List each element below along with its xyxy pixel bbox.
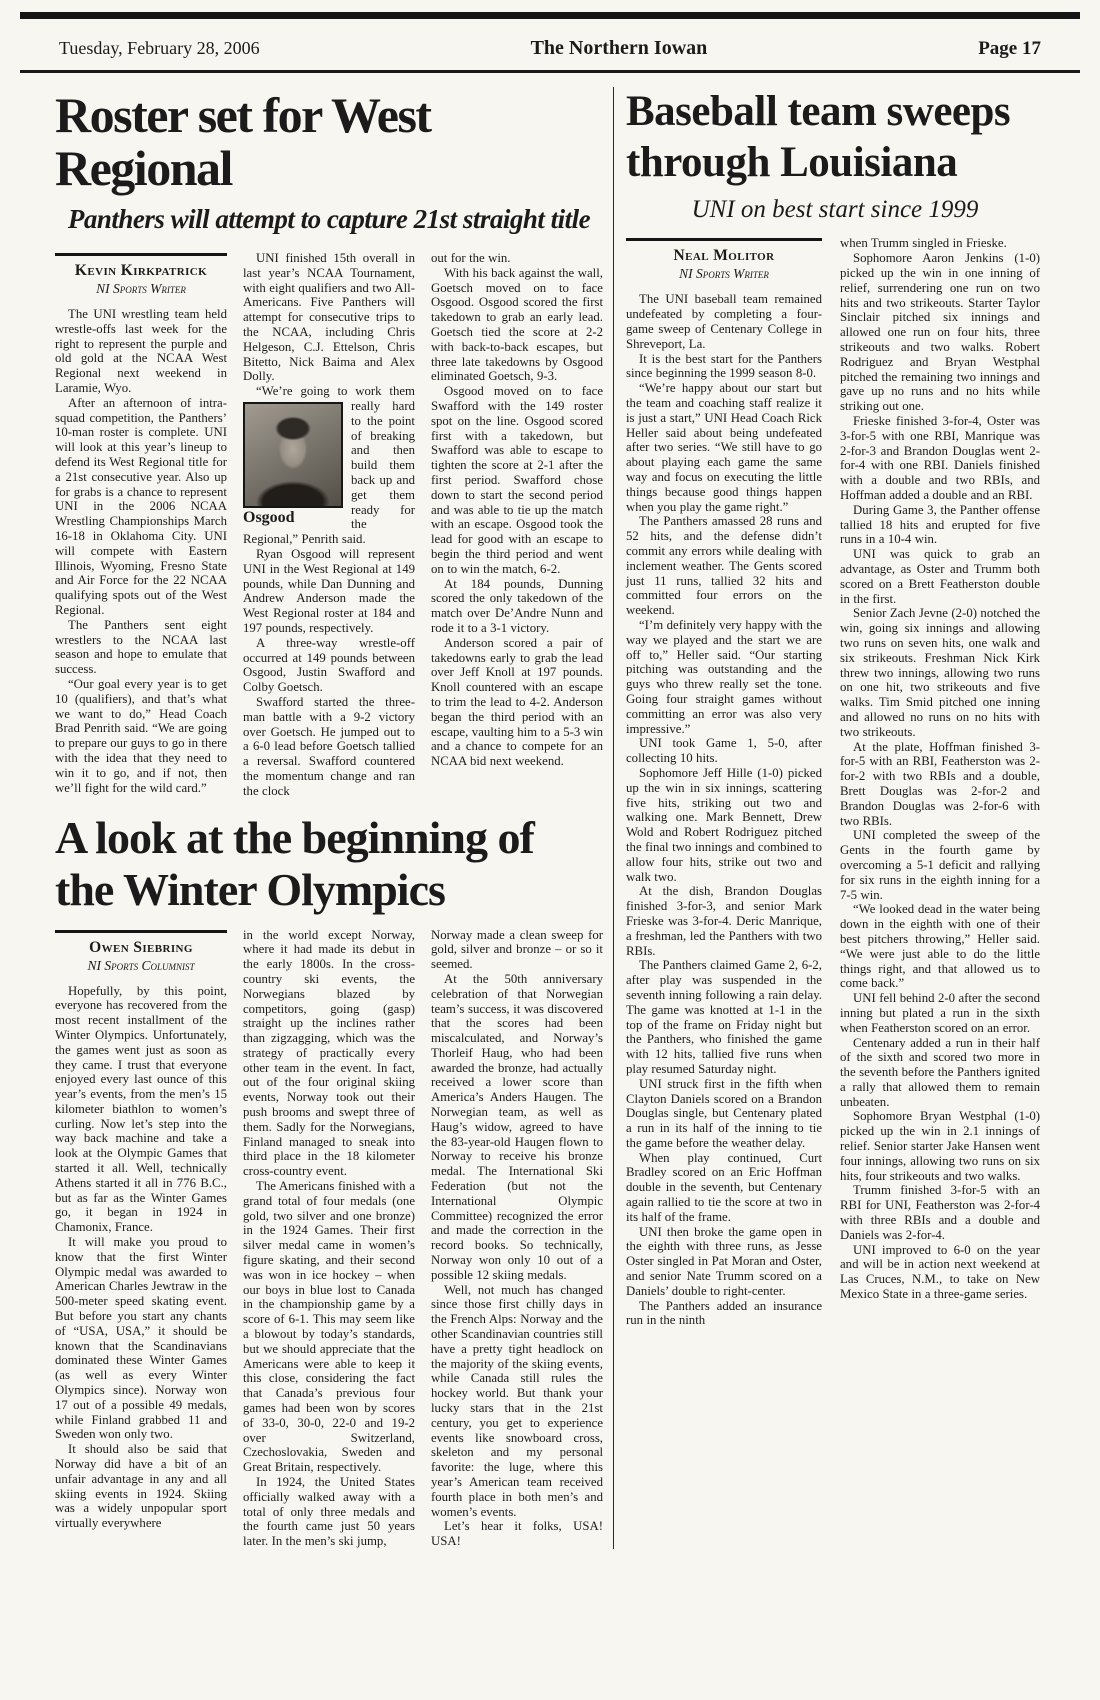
paragraph: The Americans finished with a grand total of four medals (one gold, two silver and one bronze) in the 1924 Games. Their first silver medal came in women’s figure skating, and their second was won in ice hockey – when our boys in blue lost to Canada in the championship game by a score of 6-1. This may seem like a blowout by today’s standards, but we should appreciate that the Americans were able to keep it this close, considering the fact that Canada’s previous four games had been won by scores of 33-0, 30-0, 22-0 and 19-2 over Switzerland, Czechoslovakia, Sweden and Great Britain, respectively. [243,1179,415,1475]
masthead-page-number: Page 17 [978,38,1041,59]
paragraph: Norway made a clean sweep for gold, silver and bronze – or so it seemed. [431,927,603,972]
paragraph: “I’m definitely very happy with the way we played and the start we are off to,” Heller said. “Our starting pitching was outstanding and the guys who threw really set the tone. Going four straight games without committing an error was also very impressive.” [626,618,822,736]
paragraph: UNI then broke the game open in the eighth with three runs, as Jesse Oster singled in Pat Moran and Oster, and senior Nate Trumm scored on a Daniels’ double to right-center. [626,1224,822,1298]
paragraph: Centenary added a run in their half of the sixth and scored two more in the seventh before the Panthers ignited a rally that allowed them to remain unbeaten. [840,1035,1040,1109]
paragraph: A three-way wrestle-off occurred at 149 pounds between Osgood, Justin Swafford and Colby Goetsch. [243,635,415,695]
paragraph: At the 50th anniversary celebration of that Norwegian team’s success, it was discovered that the scores had been miscalculated, and Norway’s Thorleif Haug, who had been awarded the bronze, had actually received a lower score than America’s Anders Haugen. The Norwegian team, as well as Haug’s widow, agreed to have the 83-year-old Haugen flown to Norway to receive his bronze medal. The International Ski Federation (but not the International Olympic Committee) recognized the error and made the correction in the record books. So technically, Norway won only 10 out of a possible 12 skiing medals. [431,971,603,1282]
article-text [431,251,603,769]
olympics-headline-line2: the Winter Olympics [55,864,445,915]
masthead [55,19,1045,70]
paragraph: UNI struck first in the fifth when Clayton Daniels scored on a Brandon Douglas single, but Centenary plated a run in its half of the inning to tie the game before the weather delay. [626,1076,822,1150]
paragraph: out for the win. [431,251,511,265]
masthead-title: The Northern Iowan [530,37,708,59]
paragraph: In 1924, the United States officially walked away with a total of only three medals and the fourth came just 50 years later. In the men’s ski jump, [243,1475,415,1549]
paragraph: Trumm finished 3-for-5 with an RBI for UNI, Featherston was 2-for-4 with three RBIs and a double and Daniels was 2-for-4. [840,1183,1040,1242]
paragraph: Swafford started the three-man battle with a 9-2 victory over Goetsch. He jumped out to a 6-0 lead before Goetsch tallied a reversal. Swafford countered the momentum change and ran the clock [243,694,415,798]
article-text [626,292,822,1328]
olympics-columns [55,928,603,1549]
paragraph-with-photo [243,384,415,547]
paragraph: UNI finished 15th overall in last year’s NCAA Tournament, with eight qualifiers and two All-Americans. Five Panthers will attempt for consecutive trips to the NCAA, including Chris Helgeson, C.J. Ettelson, Chris Bitetto, Nick Baima and Alex Dolly. [243,251,415,384]
paragraph: At 184 pounds, Dunning scored the only takedown of the match over De’Andre Nunn and rode it to a 3-1 victory. [431,576,603,635]
article-text [243,928,415,1549]
paragraph: Frieske finished 3-for-4, Oster was 3-for-5 with one RBI, Manrique was 2-for-3 and Brandon Douglas went 2-for-4 with one RBI. Daniels finished with a double and two RBIs, and Hoffman added a double and an RBI. [840,414,1040,503]
wrestling-column-1 [55,251,227,798]
osgood-photo-caption: Osgood [243,508,295,526]
olympics-byline [55,930,227,974]
paragraph: UNI was quick to grab an advantage, as Oster and Trumm both scored on a Brett Featherston double in the first. [840,547,1040,606]
paragraph: UNI improved to 6-0 on the year and will be in action next weekend at Las Cruces, N.M., to take on New Mexico State in a three-game series. [840,1242,1040,1302]
article-text [243,251,415,384]
article-text [55,984,227,1531]
olympics-column-1 [55,928,227,1549]
paragraph-rest: them really hard to the point of breaking and then build them back up and get them ready for the Regional,” Penrith said. [243,384,416,547]
olympics-headline-line1: A look at the beginning of [55,812,534,864]
right-region [622,87,1044,1549]
paragraph: At the plate, Hoffman finished 3-for-5 with an RBI, Featherston was 2-for-2 with two RBIs and a double, Brett Douglas was 2-for-2 and Brandon Douglas was 2-for-6 with two RBIs. [840,739,1040,828]
wrestling-column-3 [431,251,603,798]
baseball-column-1 [626,236,822,1328]
paragraph: Senior Zach Jevne (2-0) notched the win, going six innings and allowing two runs on seven hits, one walk and six strikeouts. Freshman Nick Kirk threw two innings, allowing two runs on one hit, two strikeouts and five walks. Tim Smid pitched one inning and allowed no runs on no hits with two strikeouts. [840,606,1040,739]
baseball-headline-line2: through Louisiana [626,138,958,186]
article-text [55,307,227,795]
baseball-columns [626,236,1044,1328]
paragraph: UNI fell behind 2-0 after the second inning but plated a run in the sixth when Featherston scored on an error. [840,991,1040,1035]
paragraph: “We looked dead in the water being down in the eighth with one of their best pitchers throwing,” Heller said. “We were just able to do the little things right, and that allowed us to come back.” [840,902,1040,991]
article-text [840,236,1040,1301]
paragraph: “Our goal every year is to get 10 (qualifiers), and that’s what we want to do,” Head Coach Brad Penrith said. “We are going to prepare our guys to go in there with the idea that they need to win it to go, and if not, then we’ll fight for the wild card.” [55,676,227,795]
wrestling-byline [55,253,227,297]
byline-name: Kevin Kirkpatrick [74,262,208,279]
olympics-headline [55,812,603,915]
paragraph: Sophomore Bryan Westphal (1-0) picked up the win in 2.1 innings of relief. Senior starter Jake Hansen went four innings, allowing two runs on six hits, four strikeouts and two walks. [840,1109,1040,1183]
paragraph: The Panthers added an insurance run in the ninth [626,1298,822,1328]
top-rule [20,12,1080,19]
paragraph: The UNI wrestling team held wrestle-offs last week for the right to represent the purple and old gold at the NCAA West Regional next weekend in Laramie, Wyo. [55,307,227,395]
paragraph: When play continued, Curt Bradley scored on an Eric Hoffman double in the seventh, but Centenary again rallied to tie the score at two in its half of the frame. [626,1150,822,1224]
paragraph: During Game 3, the Panther offense tallied 18 hits and erupted for five runs in a 10-4 win. [840,502,1040,547]
paragraph: The Panthers amassed 28 runs and 52 hits, and the defense didn’t commit any errors while dealing with inclement weather. The Gents scored just 11 runs, tallied 32 hits and committed four errors on the weekend. [626,514,822,618]
byline-name: Owen Siebring [89,938,193,956]
wrestling-subhead: Panthers will attempt to capture 21st straight title [67,204,591,234]
byline-role: NI Sports Writer [96,281,186,296]
paragraph: UNI took Game 1, 5-0, after collecting 10 hits. [626,736,822,766]
byline-role: NI Sports Columnist [87,957,195,973]
paragraph: The Panthers sent eight wrestlers to the NCAA last season and hope to emulate that success. [55,617,227,677]
masthead-date: Tuesday, February 28, 2006 [59,38,260,58]
paragraph: At the dish, Brandon Douglas finished 3-for-3, and senior Mark Frieske was 3-for-4. Deric Manrique, a freshman, led the Panthers with two RBIs. [626,884,822,958]
osgood-photo [243,402,343,526]
olympics-column-3 [431,928,603,1549]
paragraph: After an afternoon of intra-squad competition, the Panthers’ 10-man roster is complete. UNI will look at this year’s lineup to defend its West Regional title for a 21st consecutive year. Also up for grabs is a chance to represent UNI in the 2006 NCAA Wrestling Championships March 16-18 in Oklahoma City. UNI will compete with Eastern Illinois, Wyoming, Fresno State and Air Force for the 22 NCAA qualifying spots out of the West Regional. [55,395,227,617]
paragraph: Ryan Osgood will represent UNI in the West Regional at 149 pounds, while Dan Dunning and Andrew Anderson made the West Regional roster at 184 and 197 pounds, respectively. [243,546,415,635]
baseball-headline-line1: Baseball team sweeps [626,88,1011,135]
baseball-byline [626,238,822,282]
paragraph: in the world except Norway, where it had made its debut in the early 1800s. In the cross-country ski events, the Norwegians blazed by competitors, going (gasp) straight up the inclines rather than zigzagging, which was the strategy of practically every other team in the event. In fact, out of the four original skiing events, Norway took out their push brooms and swept three of them. Sadly for the Norwegians, Finland managed to sneak into third place in the 18 kilometer cross-country event. [243,927,415,1179]
paragraph: It is the best start for the Panthers since beginning the 1999 season 8-0. [626,351,822,381]
article-text [243,547,415,799]
article-text [431,928,603,1549]
left-region [55,87,603,1549]
paragraph: UNI completed the sweep of the Gents in the fourth game by overcoming a 5-1 deficit and rallying for six runs in the eighth inning for a 7-5 win. [840,828,1040,902]
paragraph: Sophomore Jeff Hille (1-0) picked up the win in six innings, scattering five hits, striking out two and walking one. Mark Bennett, Drew Wold and Robert Rodriguez pitched the final two innings and combined to allow four hits, strike out two and walk two. [626,765,822,884]
paragraph: Well, not much has changed since those first chilly days in the French Alps: Norway and the other Scandinavian countries still have a pretty tight headlock on the majority of the skiing events, while Canada still rules the hockey world. But thank your lucky stars that in the 21st century, you get to experience events like snowboard cross, skeleton and my personal favorite: the luge, where this year’s American team received fourth place in both men’s and women’s events. [431,1282,603,1519]
paragraph-lead: “We’re going to work [256,384,382,399]
paragraph: It will make you proud to know that the first Winter Olympic medal was awarded to American Charles Jewtraw in the 500-meter speed skating event. But before you start any chants of “USA, USA,” it should be known that the Scandinavians dominated these Winter Games (as well as every Winter Olympics since). Norway won 17 out of a possible 49 medals, while Finland grabbed 11 and Sweden won only two. [55,1235,227,1442]
osgood-photo-image [243,402,343,508]
paragraph: “We’re happy about our start but the team and coaching staff realize it is just a start,” UNI Head Coach Rick Heller said about being undefeated after two series. “We still have to go about playing each game the same way and focus on executing the little things because good things happen when you play the game right.” [626,381,822,514]
byline-role: NI Sports Writer [679,266,769,282]
paragraph: Anderson scored a pair of takedowns early to grab the lead over Jeff Knoll at 197 pounds. Knoll countered with an escape to trim the lead to 4-2. Anderson began the third period with an escape, vaulting him to a 5-3 win and a chance to compete for an NCAA bid next weekend. [431,635,603,769]
paragraph: Osgood moved on to face Swafford with the 149 roster spot on the line. Osgood scored first with a takedown, but Swafford was able to escape to tighten the score at 2-1 after the first period. Swafford chose down to start the second period and was able to tie up the match with an escape. Osgood took the lead for good with an escape to begin the third period and went on to win the match, 6-2. [431,384,603,576]
wrestling-headline: Roster set for West Regional [55,87,431,196]
paragraph: Let’s hear it folks, USA! USA! [431,1519,603,1549]
byline-name: Neal Molitor [673,247,775,265]
paragraph: Sophomore Aaron Jenkins (1-0) picked up the win in one inning of relief, surrendering one run on two hits and two strikeouts. Starter Taylor Sinclair pitched six innings and allowed one run on four hits, three strikeouts and two walks. Robert Rodriguez and Bryan Westphal pitched the remaining two innings and gave up no runs and no hits while striking out one. [840,251,1040,414]
paragraph: With his back against the wall, Goetsch moved on to face Osgood. Osgood scored the first takedown to grab an early lead. Goetsch tied the score at 2-2 with back-to-back escapes, but three late takedowns by Osgood eliminated Goetsch, 9-3. [431,265,603,384]
wrestling-column-2 [243,251,415,798]
wrestling-columns [55,251,603,798]
baseball-column-2 [840,236,1040,1328]
masthead-rule [20,70,1080,73]
paragraph: The UNI baseball team remained undefeated by completing a four-game sweep of Centenary College in Shreveport, La. [626,292,822,351]
paragraph: when Trumm singled in Frieske. [840,236,1007,251]
paragraph: Hopefully, by this point, everyone has recovered from the most recent installment of the Winter Olympics. Unfortunately, the games went just as soon as they came. I trust that everyone enjoyed every last ounce of this year’s events, from the men’s 15 kilometer biathlon to women’s curling. Now let’s step into the way back machine and take a look at the Olympic Games that started it all. Well, technically Athens started it all in 776 B.C., but as far as the Winter Games go, it began in 1924 in Chamonix, France. [55,983,227,1235]
baseball-headline [626,87,1044,188]
baseball-subhead: UNI on best start since 1999 [691,196,979,224]
section-divider-rule [613,87,614,1549]
paragraph: The Panthers claimed Game 2, 6-2, after play was suspended in the seventh inning following a rain delay. The game was knotted at 1-1 in the top of the frame on Friday night but the Panthers, who finished the game with 12 hits, tallied five runs when play resumed Saturday night. [626,958,822,1076]
olympics-column-2 [243,928,415,1549]
paragraph: It should also be said that Norway did have a bit of an unfair advantage in any and all skiing events in 1924. Skiing was a widely unpopular sport virtually everywhere [55,1442,227,1531]
